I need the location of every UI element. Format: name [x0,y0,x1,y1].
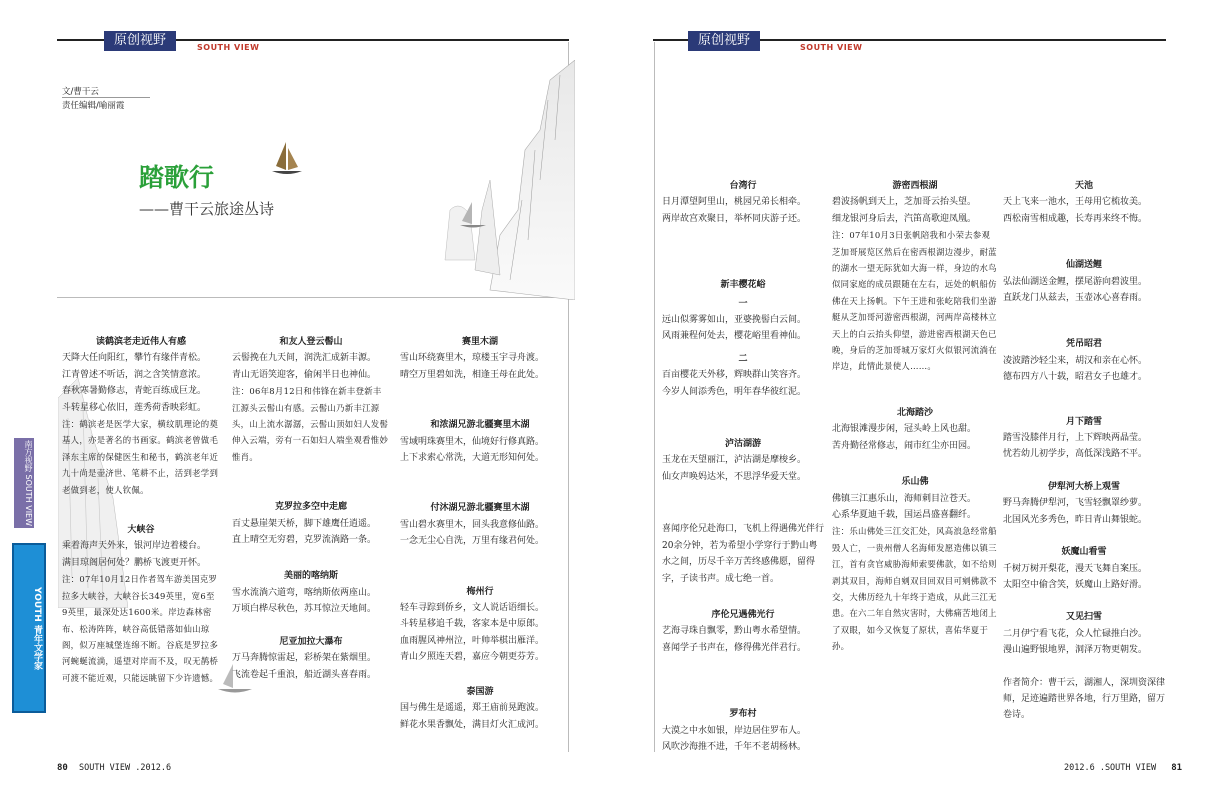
editor-credit: 责任编辑/喻丽霞 [62,97,150,111]
poem-line: 飞流卷起千重浪，船近湖头喜春雨。 [232,669,377,680]
poem-block [662,521,824,587]
poem-line: 喜闻序伦兄赴海口，飞机上得遇佛光伴行20余分钟，若为希望小学穿行于黔山粤水之间，历尽千辛万苦终感佛愿，留得字，子读书声。成七绝一首。 [662,524,825,584]
poem-line: 百丈悬崖架天桥，脚下雄鹰任逍遥。 [232,518,377,529]
poem-block [832,178,998,375]
right-page-border [654,42,655,752]
poem-title: 克罗拉多空中走廊 [274,502,347,513]
author-credit: 文/曹干云 [62,87,99,97]
poem-line: 作者简介：曹干云，湖湘人，深圳资深律师，足迹遍踏世界各地，行万里路，留万卷诗。 [1003,677,1166,721]
poem-block [662,706,824,755]
poem-line: 千树万树开梨花，漫天飞舞自案压。 [1003,563,1148,574]
left-column-3 [400,318,560,733]
poem-line: 日月潭望阿里山，桃园兄弟长相牵。 [662,197,807,208]
poem-block [232,568,390,617]
poem-block [1003,544,1165,593]
poem-title: 和浓湖兄游北疆赛里木湖 [430,420,530,431]
poem-title: 月下踏雪 [1065,416,1102,427]
poem-line: 北海银滩漫步闲，冠头岭上风也甜。 [832,424,977,435]
poem-note: 注：07年10月12日作者驾车游美国克罗拉多大峡谷，大峡谷长349英里，宽6至9英里，最深处达1600米。岸边森林密布、松涛阵阵，峡谷高低错落如仙山琼阁，似万座城堡连绵不断。谷底是罗拉多河蜿蜒流淌，遥望对岸而不及，叹无鹊桥可渡不能近观，只能远眺留下少许遗憾。 [62,574,219,683]
right-column-2 [832,162,998,655]
poem-block [662,436,824,485]
poem-block [662,607,824,656]
poem-line: 大漠之中水如银，岸边居住罗布人。 [662,725,807,736]
poem-title: 序伦兄遇佛光行 [711,609,775,620]
poem-title: 又见扫雪 [1065,612,1102,623]
poem-line: 野马奔腾伊犁河，飞雪轻飘罩纱萝。 [1003,498,1148,509]
poem-line: 心系华夏迪千载，国运昌盛喜翻纤。 [832,509,977,520]
poem-line: 漫山遍野银地界，洞泽万物更朝发。 [1003,645,1148,656]
poem-line: 青山夕照连天碧，嘉应今朝更芬芳。 [400,652,545,663]
poem-line: 太阳空中偷含笑，妖魔山上路好滑。 [1003,579,1148,590]
poem-block [1003,675,1165,724]
poem-line: 今岁人间添秀色，明年春华彼红泥。 [662,386,807,397]
poem-line: 佛镇三江惠乐山，海师刺目泣苍天。 [832,493,977,504]
poem-part-label: 一 [738,298,748,309]
poem-note: 注：06年8月12日和伟锋在新丰登新丰江源头云髻山有感。云髻山乃新丰江源头，山上流水潺潺，云髻山顶如妇人发髻伸入云端，旁有一石如妇人端坐观看惟妙惟肖。 [232,386,389,462]
poem-block [62,334,220,498]
poem-title: 凭吊昭君 [1065,339,1102,350]
article-title: 踏歌行 [139,163,215,192]
side-label-strip: 南方视野 SOUTH VIEW [14,438,34,528]
poem-line: 风吹沙海推不进，千年不老胡杨林。 [662,741,807,752]
sailboat-small-icon [458,200,488,234]
poem-line: 北国风光多秀色，昨日青山舞银蛇。 [1003,514,1148,525]
poem-title: 泰国游 [466,686,494,697]
poem-block [1003,609,1165,658]
poem-line: 鲜花水果香飘处，满目灯火汇成河。 [400,719,545,730]
poem-block [662,277,824,400]
poem-line: 仙女声唤妈达米，不思浮华爱天堂。 [662,471,807,482]
section-tag-left: 原创视野 [104,31,176,51]
poem-title: 付沐湖兄游北疆赛里木湖 [430,503,530,514]
poem-line: 细龙银河身后去，汽笛高歌迎凤凰。 [832,213,977,224]
poem-block [400,334,560,383]
poem-line: 百亩樱花天外移，辉映群山笑容齐。 [662,370,807,381]
poem-line: 艺海寻珠自飘零，黔山粤水希望情。 [662,626,807,637]
side-banner: YOUTH 青年文学家 [12,543,46,713]
poem-block [400,500,560,549]
page-number-right: 81 [1171,763,1183,773]
poem-block [832,405,998,454]
poem-line: 德布四方八十载，昭君女子也雄才。 [1003,372,1148,383]
poem-note: 注：乐山佛处三江交汇处，风高浪急经常船毁人亡，一贵州僧人名海师发愿造佛以镇三江，首有贪官威胁海师索要佛款，如不给则剥其双目，海师自剜双目回双目可剜佛款不交，大佛历经九十年终于造成，从此三江无患。在六二年自然灾害时，大佛痛苦地闭上了双眼，如今又恢复了原状，喜佑华夏于孙。 [832,526,997,652]
poem-line: 二月伊宁看飞花，众人忙碌推白沙。 [1003,628,1148,639]
poem-title: 赛里木湖 [461,337,498,347]
poem-part-label: 二 [738,353,748,364]
sailboat-icon [270,140,304,180]
poem-line: 弘法仙湖送金鲤，摆尾游向碧波里。 [1003,276,1148,287]
poem-note: 注：鹤滨老是医学大家，横纹肌理论的奠基人，亦是著名的书画家。鹤滨老曾做毛泽东主席的保健医生和秘书，鹤滨老年近九十尚是壶济世、笔耕不止，活到老学到老做到老，使人钦佩。 [62,419,219,495]
section-sub-right: SOUTH VIEW [800,43,863,52]
poem-line: 晴空万里碧如洗，相逢王母在此处。 [400,369,545,380]
poem-line: 风雨兼程何处去，樱花峪里看神仙。 [662,331,807,342]
poem-line: 雪山环绕赛里木，琼楼玉宇寻舟渡。 [400,353,545,364]
poem-line: 忧若幼儿初学步，高低深浅路不平。 [1003,449,1148,460]
poem-block [400,417,560,466]
right-column-3 [1003,162,1165,724]
footer-mag-right: 2012.6 .SOUTH VIEW [1064,763,1157,773]
poem-line: 一念无尘心自洗，万里有缘君何处。 [400,536,545,547]
section-sub-left: SOUTH VIEW [197,43,260,52]
poem-line: 江青曾述不听话，润之含笑情意浓。 [62,369,207,380]
poem-line: 云髻挽在九天间，润洗汇成新丰源。 [232,353,377,364]
footer-mag-left: SOUTH VIEW .2012.6 [78,763,172,773]
poem-line: 雪域明珠赛里木，仙境好行修真路。 [400,436,545,447]
poem-title: 美丽的喀纳斯 [283,571,338,582]
poem-title: 和友人登云髻山 [279,337,343,347]
poem-title: 尼亚加拉大瀑布 [279,636,343,647]
poem-title: 读鹤滨老走近伟人有感 [95,337,186,347]
poem-block [1003,414,1165,463]
section-tag-right: 原创视野 [688,31,760,51]
poem-line: 远山似雾雾如山，亚婆挽髻白云间。 [662,315,807,326]
poem-line: 玉龙在天望丽江，泸沽湖是摩梭乡。 [662,455,807,466]
right-column-1 [662,162,824,755]
poem-line: 直跃龙门从兹去，玉壶冰心喜春雨。 [1003,293,1148,304]
poem-line: 凌波踏沙轻尘来，胡汉和亲在心怀。 [1003,355,1148,366]
poem-title: 乐山佛 [901,477,929,488]
poem-block [1003,336,1165,385]
poem-line: 天上飞来一池水，王母用它梳妆美。 [1003,197,1148,208]
poem-title: 妖魔山看雪 [1061,547,1107,558]
poem-block [662,178,824,227]
poem-line: 满目琼阁居何处？鹏桥飞渡更开怀。 [62,557,207,568]
poem-line: 国与佛生是遥遥，郑王庙前晃跑波。 [400,703,545,714]
poem-block [232,334,390,465]
poem-block [832,474,998,654]
poem-line: 青山无语笑迎客，偷闲半日也神仙。 [232,369,377,380]
poem-line: 春秋寒暑勤修志，青蛇百练成巨龙。 [62,386,207,397]
poem-line: 直上晴空无穷碧，克罗流淌路一条。 [232,535,377,546]
poem-line: 踏雪没膝伴月行，上下辉映两晶莹。 [1003,433,1148,444]
poem-title: 台湾行 [729,181,757,191]
poem-line: 斗转星移心依旧，莲秀荷香映彩虹。 [62,402,207,413]
poem-block [62,522,220,686]
poem-title: 罗布村 [729,709,757,720]
poem-line: 天降大任向阳红，攀竹有缘伴青松。 [62,353,207,364]
poem-title: 梅州行 [466,586,494,597]
poem-line: 乘着海声天外来，银河岸边着楼台。 [62,541,207,552]
poem-line: 碧波扬帆到天上，芝加哥云抬头望。 [832,197,977,208]
article-subtitle: ——曹干云旅途丛诗 [139,200,275,218]
poem-block [232,499,390,548]
left-column-2 [232,318,390,683]
poem-line: 西松南雪相成趣，长寿再来终不悔。 [1003,213,1148,224]
poem-title: 游密西根湖 [892,181,938,191]
poem-line: 上下求索心常洗，大道无形知何处。 [400,453,545,464]
footer-right [1064,763,1182,773]
poem-block [400,684,560,733]
poem-title: 仙湖送鲤 [1065,260,1102,271]
poem-block [1003,257,1165,306]
left-column-1 [62,318,220,686]
poem-title: 北海踏沙 [896,407,933,418]
poem-line: 万顷白桦尽秋色，苏耳惊泣天地间。 [232,604,377,615]
poem-block [1003,479,1165,528]
poem-line: 斗转星移追千载，客家本是中原郎。 [400,619,545,630]
poem-line: 雪水流淌六道弯，喀纳斯依两座山。 [232,587,377,598]
poem-line: 万马奔腾惊雷起，彩桥架在紫烟里。 [232,653,377,664]
poem-title: 伊犁河大桥上观雪 [1047,481,1120,492]
poem-line: 苦舟勤径常修志，闹市红尘亦田园。 [832,440,977,451]
poem-line: 喜闻学子书声在，修得佛光伴君行。 [662,642,807,653]
poem-note: 注：07年10月3日张帆陪我和小荣去参观芝加哥展览区然后在密西根湖边漫步，耐蓝的湖水一望无际犹如大海一样，身边的水鸟似同家庭的成员跟随在左右，远处的帆船仿佛在天上扬帆。下午王进和张屹陪我们坐游艇从芝加哥河游密西根湖，河两岸高楼林立天上的白云抬头仰望，游进密西根湖天色已晚，身后的芝加哥城万家灯火似银河流淌在岸边，此情此景使人……。 [832,230,997,372]
poem-block [232,634,390,683]
poem-line: 血雨腥风神州泣，叶帅举棋出雁洋。 [400,635,545,646]
poem-line: 两岸故宫欢聚日，举杯同庆游子还。 [662,213,807,224]
poem-block [400,584,560,666]
poem-title: 天池 [1074,181,1093,191]
mountain-illustration [390,60,575,300]
footer-left [57,763,171,773]
poem-line: 雪山碧水赛里木，回头我意修仙路。 [400,519,545,530]
page-number-left: 80 [57,763,68,773]
poem-title: 泸沽湖游 [724,439,761,450]
poem-title: 新丰樱花峪 [720,280,766,291]
poem-block [1003,178,1165,227]
poem-line: 轻车寻踪到侨乡，文人说话语细长。 [400,603,545,614]
poem-title: 大峡谷 [127,525,155,536]
